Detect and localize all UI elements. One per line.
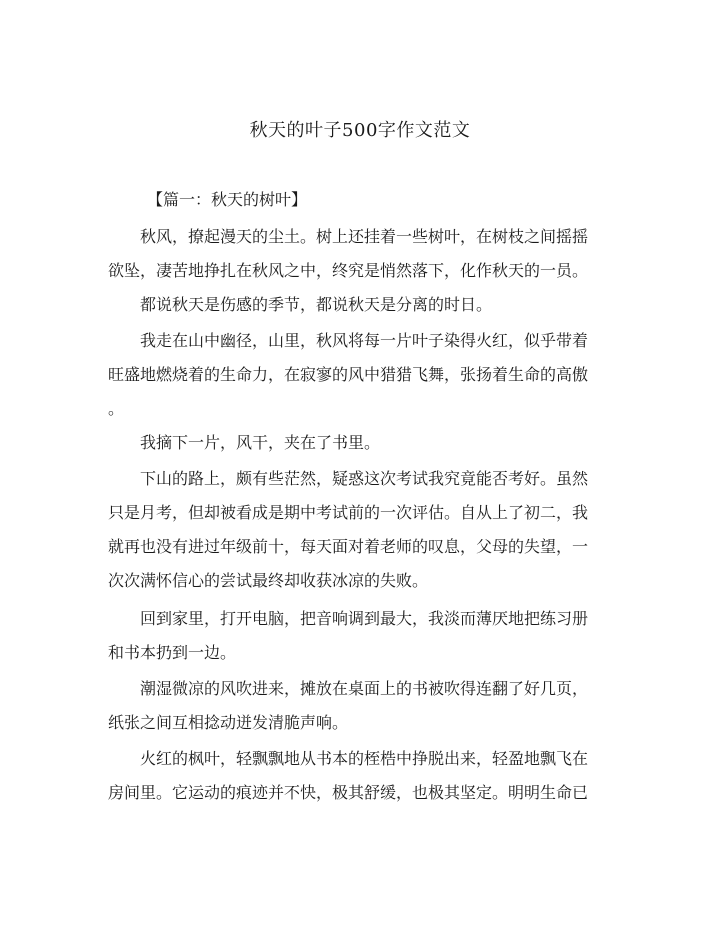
paragraph-line: 。 [108, 399, 125, 418]
paragraph-7 [108, 672, 612, 740]
paragraph-line: 和书本扔到一边。 [108, 643, 237, 662]
document-title: 秋天的叶子500字作文范文 [249, 120, 471, 141]
paragraph-line: 次次满怀信心的尝试最终却收获冰凉的失败。 [108, 571, 429, 590]
paragraph-3 [108, 324, 612, 426]
paragraph-2 [108, 288, 612, 322]
paragraph-line: 下山的路上，颇有些茫然，疑惑这次考试我究竟能否考好。虽然 [108, 469, 589, 488]
paragraph-line: 火红的枫叶，轻飘飘地从书本的桎梏中挣脱出来，轻盈地飘飞在 [108, 749, 589, 768]
paragraph-1 [108, 220, 612, 288]
paragraph-line: 秋风，撩起漫天的尘土。树上还挂着一些树叶，在树枝之间摇摇 [108, 227, 589, 246]
paragraph-line: 就再也没有进过年级前十，每天面对着老师的叹息，父母的失望，一 [108, 537, 589, 556]
paragraph-5 [108, 462, 612, 598]
paragraph-line: 我走在山中幽径，山里，秋风将每一片叶子染得火红，似乎带着 [108, 331, 589, 350]
paragraph-8 [108, 742, 612, 810]
section-heading: 【篇一：秋天的树叶】 [147, 190, 308, 209]
paragraph-line: 潮湿微凉的风吹进来，摊放在桌面上的书被吹得连翻了好几页， [108, 679, 589, 698]
paragraph-4 [108, 426, 612, 460]
paragraph-6 [108, 602, 612, 670]
paragraph-line: 旺盛地燃烧着的生命力，在寂寥的风中猎猎飞舞，张扬着生命的高傲 [108, 365, 589, 384]
paragraph-line: 纸张之间互相捻动迸发清脆声响。 [108, 713, 349, 732]
paragraph-line: 房间里。它运动的痕迹并不快，极其舒缓，也极其坚定。明明生命已 [108, 783, 589, 802]
paragraph-line: 都说秋天是伤感的季节，都说秋天是分离的时日。 [108, 295, 493, 314]
paragraph-line: 欲坠，凄苦地挣扎在秋风之中，终究是悄然落下，化作秋天的一员。 [108, 261, 589, 280]
paragraph-line: 回到家里，打开电脑，把音响调到最大，我淡而薄厌地把练习册 [108, 609, 589, 628]
paragraph-line: 我摘下一片，风干，夹在了书里。 [108, 433, 381, 452]
paragraph-line: 只是月考，但却被看成是期中考试前的一次评估。自从上了初二，我 [108, 503, 589, 522]
